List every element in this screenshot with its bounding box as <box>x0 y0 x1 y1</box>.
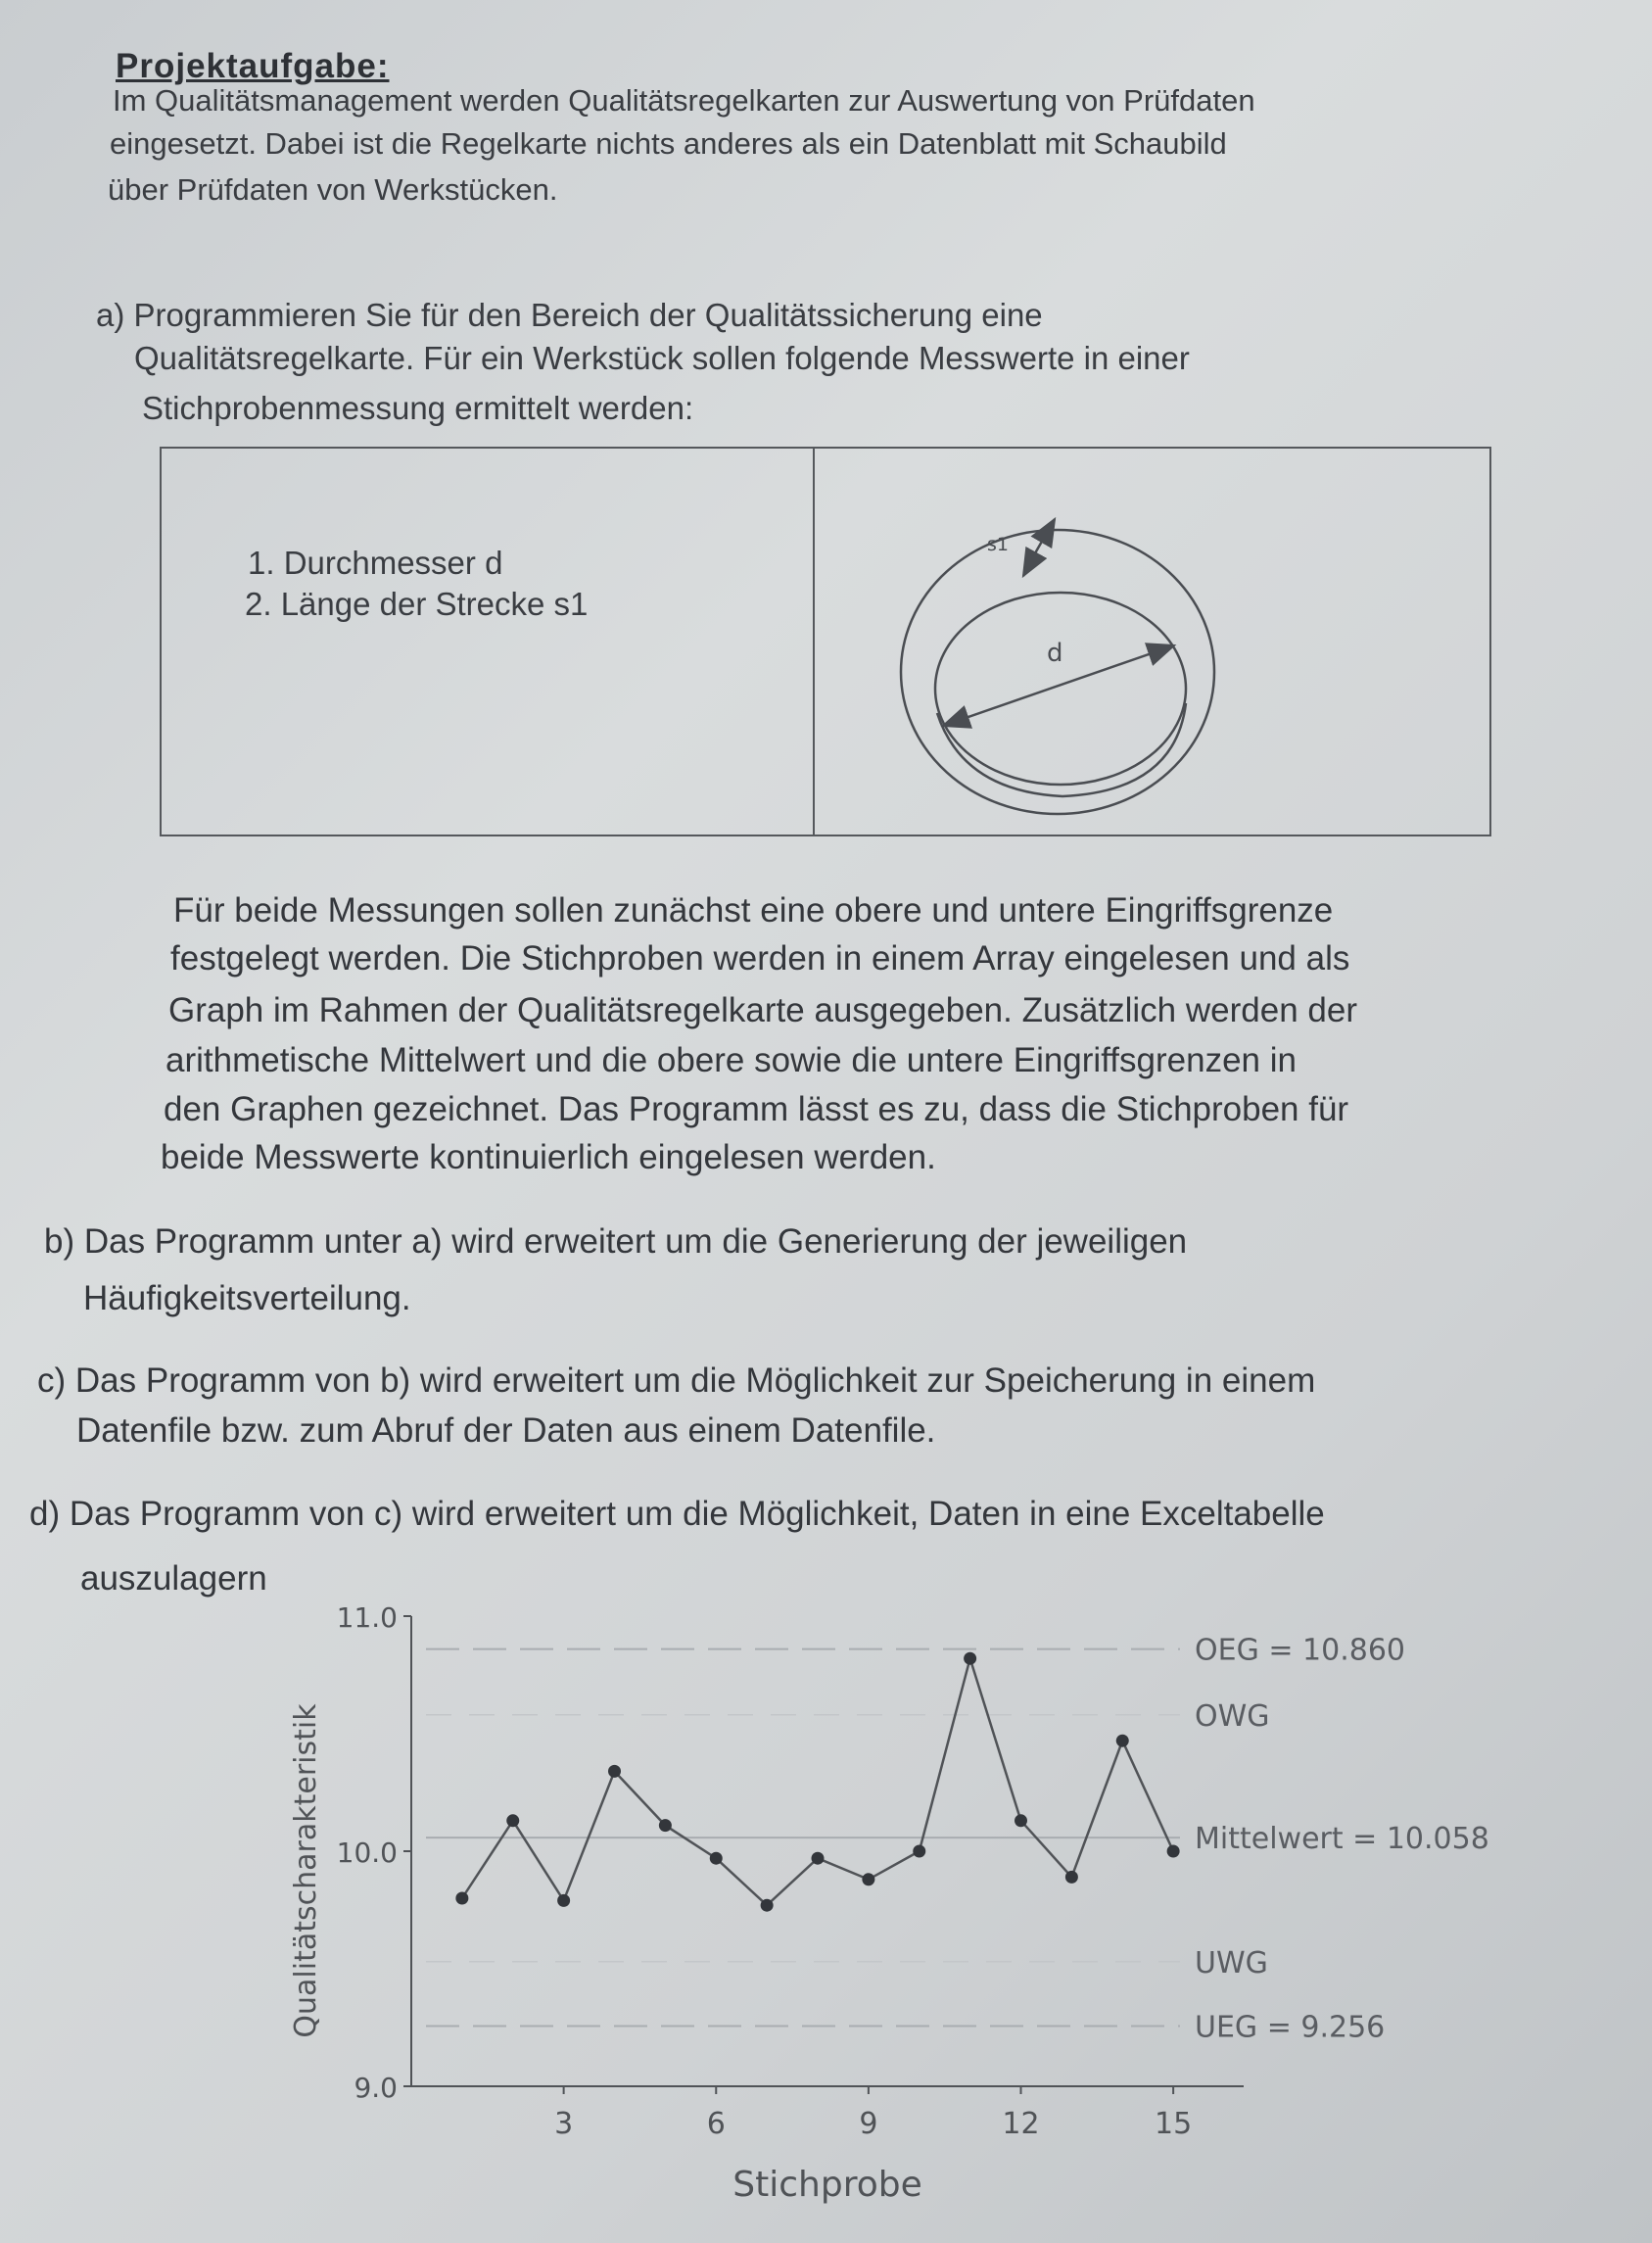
task-d-line-2: auszulagern <box>80 1559 267 1598</box>
task-a-line-2: Qualitätsregelkarte. Für ein Werkstück sollen folgende Messwerte in einer <box>134 340 1190 376</box>
s1-arrow-lower <box>1023 558 1033 576</box>
x-tick-label: 3 <box>554 2107 574 2141</box>
d-label: d <box>1047 639 1063 668</box>
ring-figure <box>827 468 1239 821</box>
measurement-item-2: 2. Länge der Strecke s1 <box>245 586 589 622</box>
intro-line-2: eingesetzt. Dabei ist die Regelkarte nichts anderes als ein Datenblatt mit Schaubild <box>110 126 1227 161</box>
task-d-line-1: d) Das Programm von c) wird erweitert um die Möglichkeit, Daten in eine Exceltabelle <box>29 1495 1325 1533</box>
data-point <box>761 1899 774 1912</box>
task-a-line-3: Stichprobenmessung ermittelt werden: <box>142 390 694 426</box>
task-a-line-1: a) Programmieren Sie für den Bereich der Qualitätssicherung eine <box>96 297 1043 333</box>
y-tick-label: 11.0 <box>336 1601 398 1634</box>
reference-label-oeg: OEG = 10.860 <box>1195 1633 1405 1668</box>
data-point <box>964 1652 976 1665</box>
data-point <box>1116 1735 1129 1747</box>
data-point <box>506 1814 519 1827</box>
task-b-line-1: b) Das Programm unter a) wird erweitert um die Generierung der jeweiligen <box>44 1222 1188 1261</box>
inner-ellipse-rim <box>937 703 1186 796</box>
y-tick-label: 10.0 <box>336 1837 398 1869</box>
task-a-text-line-3: Graph im Rahmen der Qualitätsregelkarte ausgegeben. Zusätzlich werden der <box>168 991 1357 1029</box>
x-tick-label: 6 <box>706 2107 726 2141</box>
x-axis-label: Stichprobe <box>732 2165 922 2205</box>
data-point <box>1065 1871 1078 1884</box>
data-point <box>862 1873 874 1885</box>
x-tick-label: 15 <box>1155 2107 1193 2141</box>
document-title: Projektaufgabe: <box>116 47 390 85</box>
y-tick-label: 9.0 <box>354 2072 398 2104</box>
data-point <box>1015 1814 1027 1827</box>
reference-label-ueg: UEG = 9.256 <box>1195 2010 1386 2045</box>
task-a-text-line-6: beide Messwerte kontinuierlich eingelesen werden. <box>161 1138 936 1176</box>
x-tick-label: 12 <box>1002 2107 1040 2141</box>
data-point <box>557 1894 570 1907</box>
data-point <box>455 1892 468 1905</box>
task-c-line-2: Datenfile bzw. zum Abruf der Daten aus einem Datenfile. <box>76 1411 936 1450</box>
data-point <box>659 1819 672 1832</box>
data-point <box>913 1845 925 1858</box>
inner-ellipse <box>935 593 1186 785</box>
intro-line-3: über Prüfdaten von Werkstücken. <box>108 172 558 207</box>
control-chart-svg <box>284 1587 1577 2214</box>
reference-label-uwg: UWG <box>1195 1945 1268 1981</box>
intro-line-1: Im Qualitätsmanagement werden Qualitätsregelkarten zur Auswertung von Prüfdaten <box>113 83 1255 118</box>
data-point <box>1167 1845 1180 1858</box>
data-point <box>812 1852 825 1865</box>
y-axis-label: Qualitätscharakteristik <box>289 1703 323 2038</box>
reference-label-mittelwert: Mittelwert = 10.058 <box>1195 1822 1489 1857</box>
data-point <box>710 1852 723 1865</box>
box-divider <box>813 449 815 835</box>
measurement-item-1: 1. Durchmesser d <box>248 545 503 581</box>
measurement-box <box>160 447 1491 836</box>
task-a-text-line-1: Für beide Messungen sollen zunächst eine obere und untere Eingriffsgrenze <box>173 891 1334 930</box>
outer-circle <box>901 530 1214 814</box>
task-b-line-2: Häufigkeitsverteilung. <box>83 1279 411 1317</box>
task-a-text-line-5: den Graphen gezeichnet. Das Programm lässt es zu, dass die Stichproben für <box>164 1090 1349 1128</box>
series-line <box>462 1658 1173 1905</box>
task-c-line-1: c) Das Programm von b) wird erweitert um die Möglichkeit zur Speicherung in einem <box>37 1361 1316 1400</box>
s1-label: s1 <box>987 534 1009 555</box>
task-a-text-line-4: arithmetische Mittelwert und die obere sowie die untere Eingriffsgrenzen in <box>165 1041 1297 1079</box>
reference-label-owg: OWG <box>1195 1698 1270 1734</box>
task-a-text-line-2: festgelegt werden. Die Stichproben werden in einem Array eingelesen und als <box>170 939 1350 978</box>
x-tick-label: 9 <box>859 2107 878 2141</box>
data-point <box>608 1765 621 1778</box>
control-chart <box>284 1587 1577 2214</box>
